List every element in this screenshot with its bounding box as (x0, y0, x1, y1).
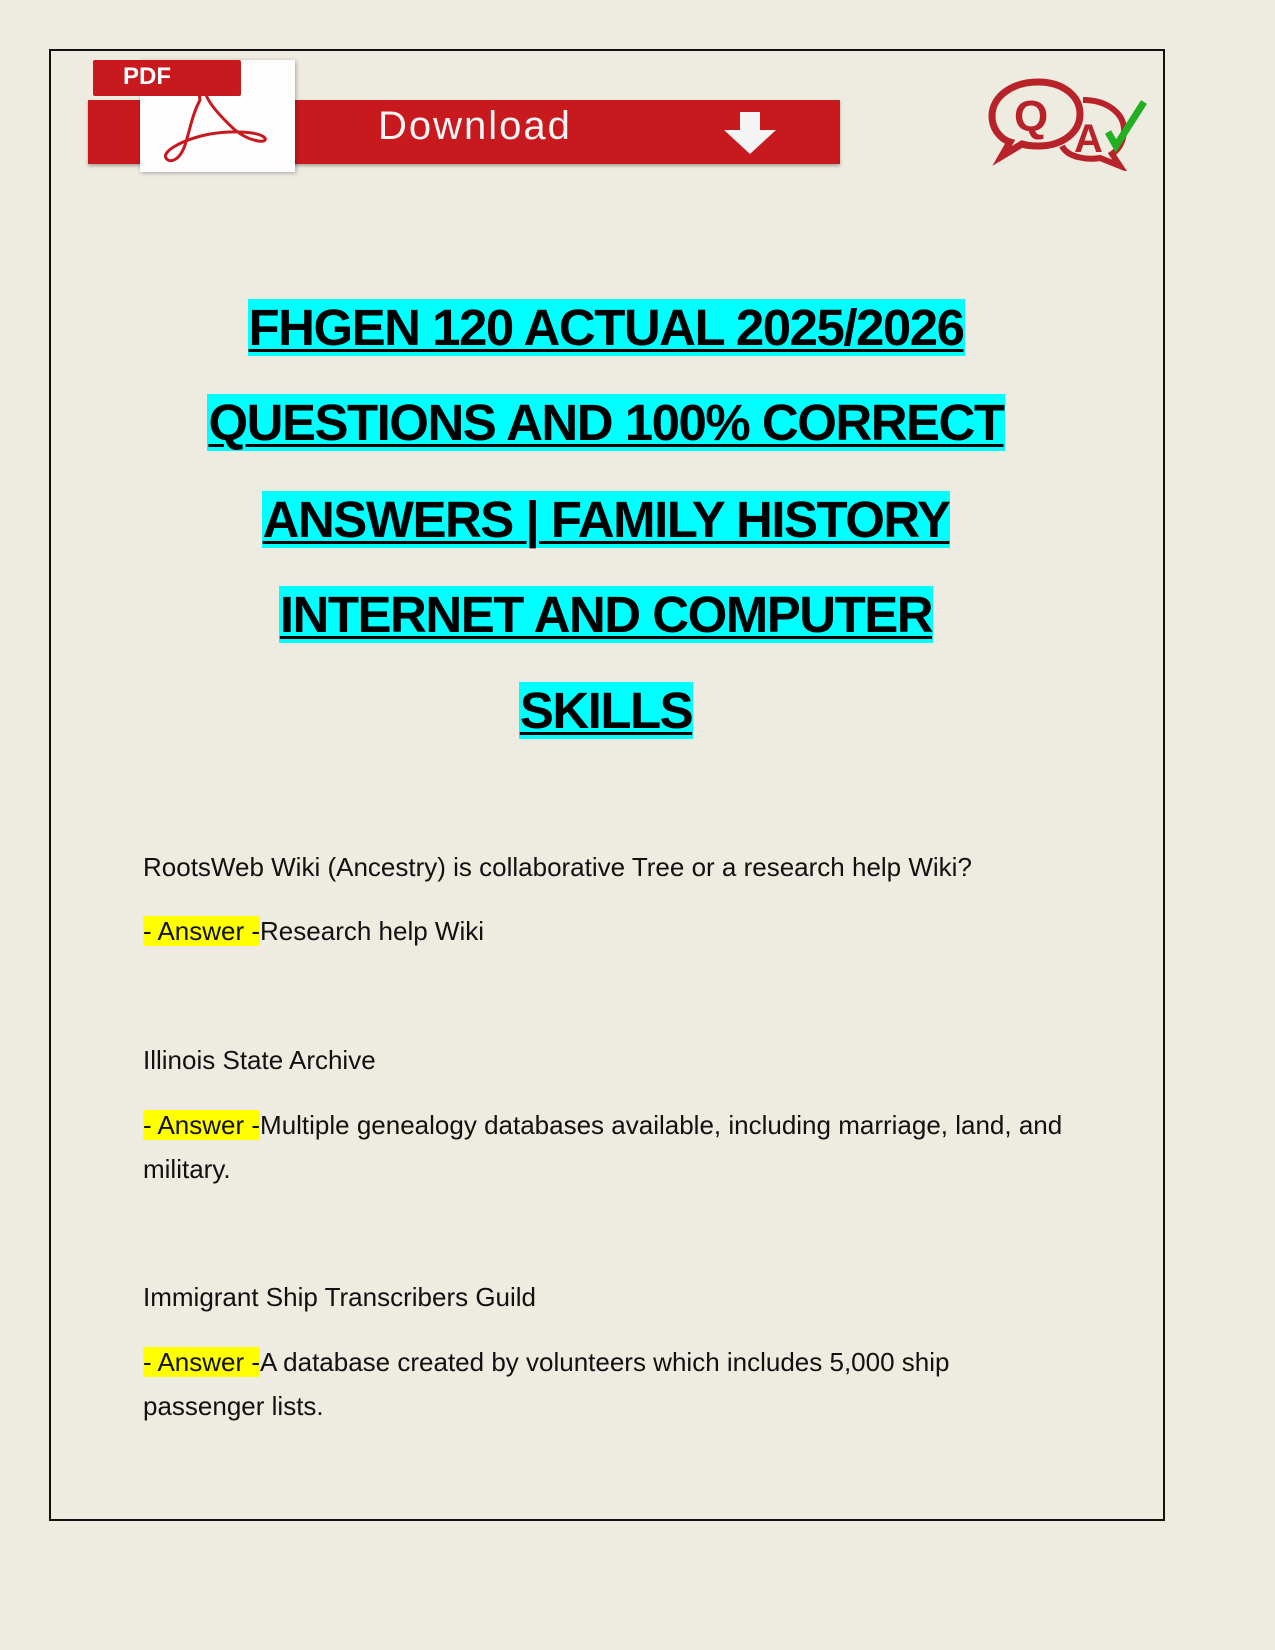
title-line-3: ANSWERS | FAMILY HISTORY (262, 491, 950, 548)
title-line-1: FHGEN 120 ACTUAL 2025/2026 (248, 299, 964, 356)
download-arrow-icon (722, 112, 778, 154)
answer-text: A database created by volunteers which includes 5,000 ship passenger lists. (143, 1347, 950, 1421)
svg-text:Q: Q (1014, 92, 1049, 141)
answer-1 (143, 909, 1073, 953)
qa-check-logo (988, 76, 1148, 171)
answer-prefix: - Answer - (143, 916, 261, 946)
question-1: RootsWeb Wiki (Ancestry) is collaborative Tree or a research help Wiki? (143, 852, 972, 882)
pdf-tab-label: PDF (93, 60, 241, 96)
title-line-2: QUESTIONS AND 100% CORRECT (208, 394, 1004, 451)
answer-text: Research help Wiki (260, 916, 485, 946)
title-line-5: SKILLS (519, 682, 693, 739)
answer-2 (143, 1103, 1073, 1191)
answer-3 (143, 1340, 1073, 1428)
answer-prefix: - Answer - (143, 1110, 261, 1140)
answer-prefix: - Answer - (143, 1347, 261, 1377)
download-label[interactable]: Download (378, 104, 572, 148)
answer-text: Multiple genealogy databases available, including marriage, land, and military. (143, 1110, 1063, 1184)
question-3: Immigrant Ship Transcribers Guild (143, 1282, 537, 1312)
title-line-4: INTERNET AND COMPUTER (279, 586, 933, 643)
question-2: Illinois State Archive (143, 1045, 376, 1075)
svg-text:A: A (1074, 117, 1103, 161)
